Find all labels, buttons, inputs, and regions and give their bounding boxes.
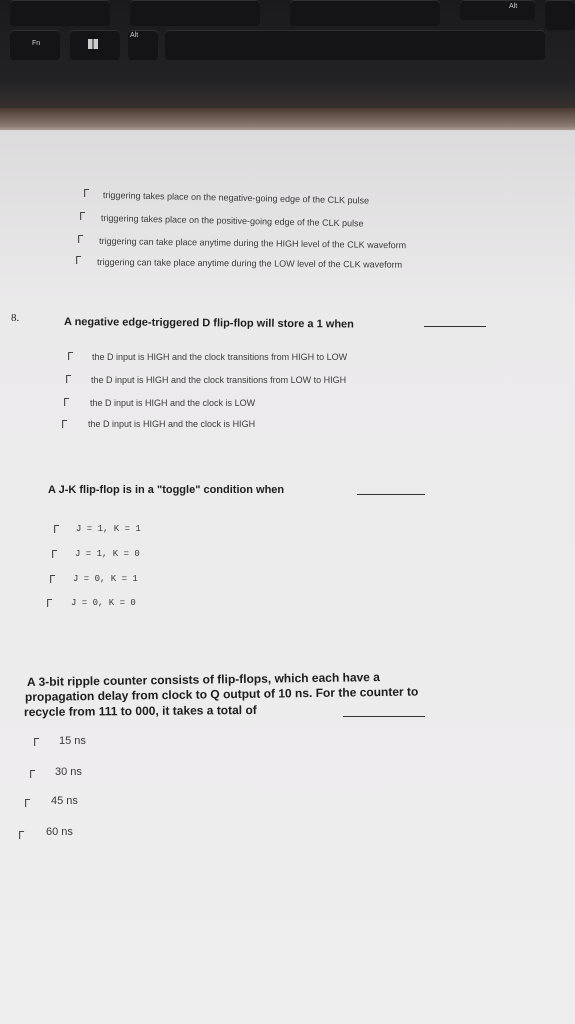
radio-button[interactable]: ᒥ <box>79 210 86 223</box>
option-text: triggering takes place on the positive-going edge of the CLK pulse <box>100 213 364 229</box>
option-text: J = 1, K = 1 <box>76 524 141 534</box>
radio-button[interactable]: ᒥ <box>63 396 70 409</box>
question-prompt-line-1: A 3-bit ripple counter consists of flip-flops, which each have a <box>26 670 381 689</box>
option-text: 15 ns <box>59 735 86 747</box>
question-number: 8. <box>11 312 20 324</box>
option-text: the D input is HIGH and the clock transitions from HIGH to LOW <box>92 352 348 362</box>
radio-button[interactable]: ᒥ <box>65 373 72 386</box>
radio-button[interactable]: ᒥ <box>61 418 68 431</box>
option-text: J = 0, K = 1 <box>73 574 138 584</box>
radio-button[interactable]: ᒥ <box>51 548 58 561</box>
alt-key-label: Alt <box>130 32 139 39</box>
option-text: the D input is HIGH and the clock is LOW <box>90 398 256 408</box>
fn-key-label: Fn <box>32 40 41 47</box>
question-prompt: A J-K flip-flop is in a "toggle" condition when <box>48 484 285 496</box>
radio-button[interactable]: ᒥ <box>67 350 74 363</box>
answer-blank <box>357 493 425 495</box>
question-prompt: A negative edge-triggered D flip-flop will store a 1 when <box>63 316 354 331</box>
radio-button[interactable]: ᒥ <box>53 523 60 536</box>
radio-button[interactable]: ᒥ <box>33 736 40 749</box>
answer-blank <box>343 715 425 717</box>
question-prompt-line-2: propagation delay from clock to Q output of 10 ns. For the counter to <box>24 684 419 704</box>
option-text: triggering can take place anytime during the HIGH level of the CLK waveform <box>98 236 407 251</box>
option-text: 60 ns <box>46 826 73 838</box>
answer-blank <box>424 325 486 327</box>
option-text: 30 ns <box>55 766 82 778</box>
option-text: triggering takes place on the negative-going edge of the CLK pulse <box>102 190 370 206</box>
option-text: the D input is HIGH and the clock is HIGH <box>88 419 256 429</box>
question-prompt-line-3: recycle from 111 to 000, it takes a total of <box>23 702 257 719</box>
option-text: the D input is HIGH and the clock transitions from LOW to HIGH <box>91 375 347 385</box>
radio-button[interactable]: ᒥ <box>29 768 36 781</box>
radio-button[interactable]: ᒥ <box>83 187 90 200</box>
option-text: J = 1, K = 0 <box>75 549 140 559</box>
radio-button[interactable]: ᒥ <box>18 829 25 842</box>
option-text: triggering can take place anytime during the LOW level of the CLK waveform <box>96 257 403 270</box>
radio-button[interactable]: ᒥ <box>77 233 84 246</box>
radio-button[interactable]: ᒥ <box>75 254 82 267</box>
option-text: J = 0, K = 0 <box>71 598 136 608</box>
option-text: 45 ns <box>51 795 78 807</box>
radio-button[interactable]: ᒥ <box>49 573 56 586</box>
radio-button[interactable]: ᒥ <box>46 597 53 610</box>
radio-button[interactable]: ᒥ <box>24 797 31 810</box>
alt-gr-key-label: Alt <box>509 3 518 10</box>
